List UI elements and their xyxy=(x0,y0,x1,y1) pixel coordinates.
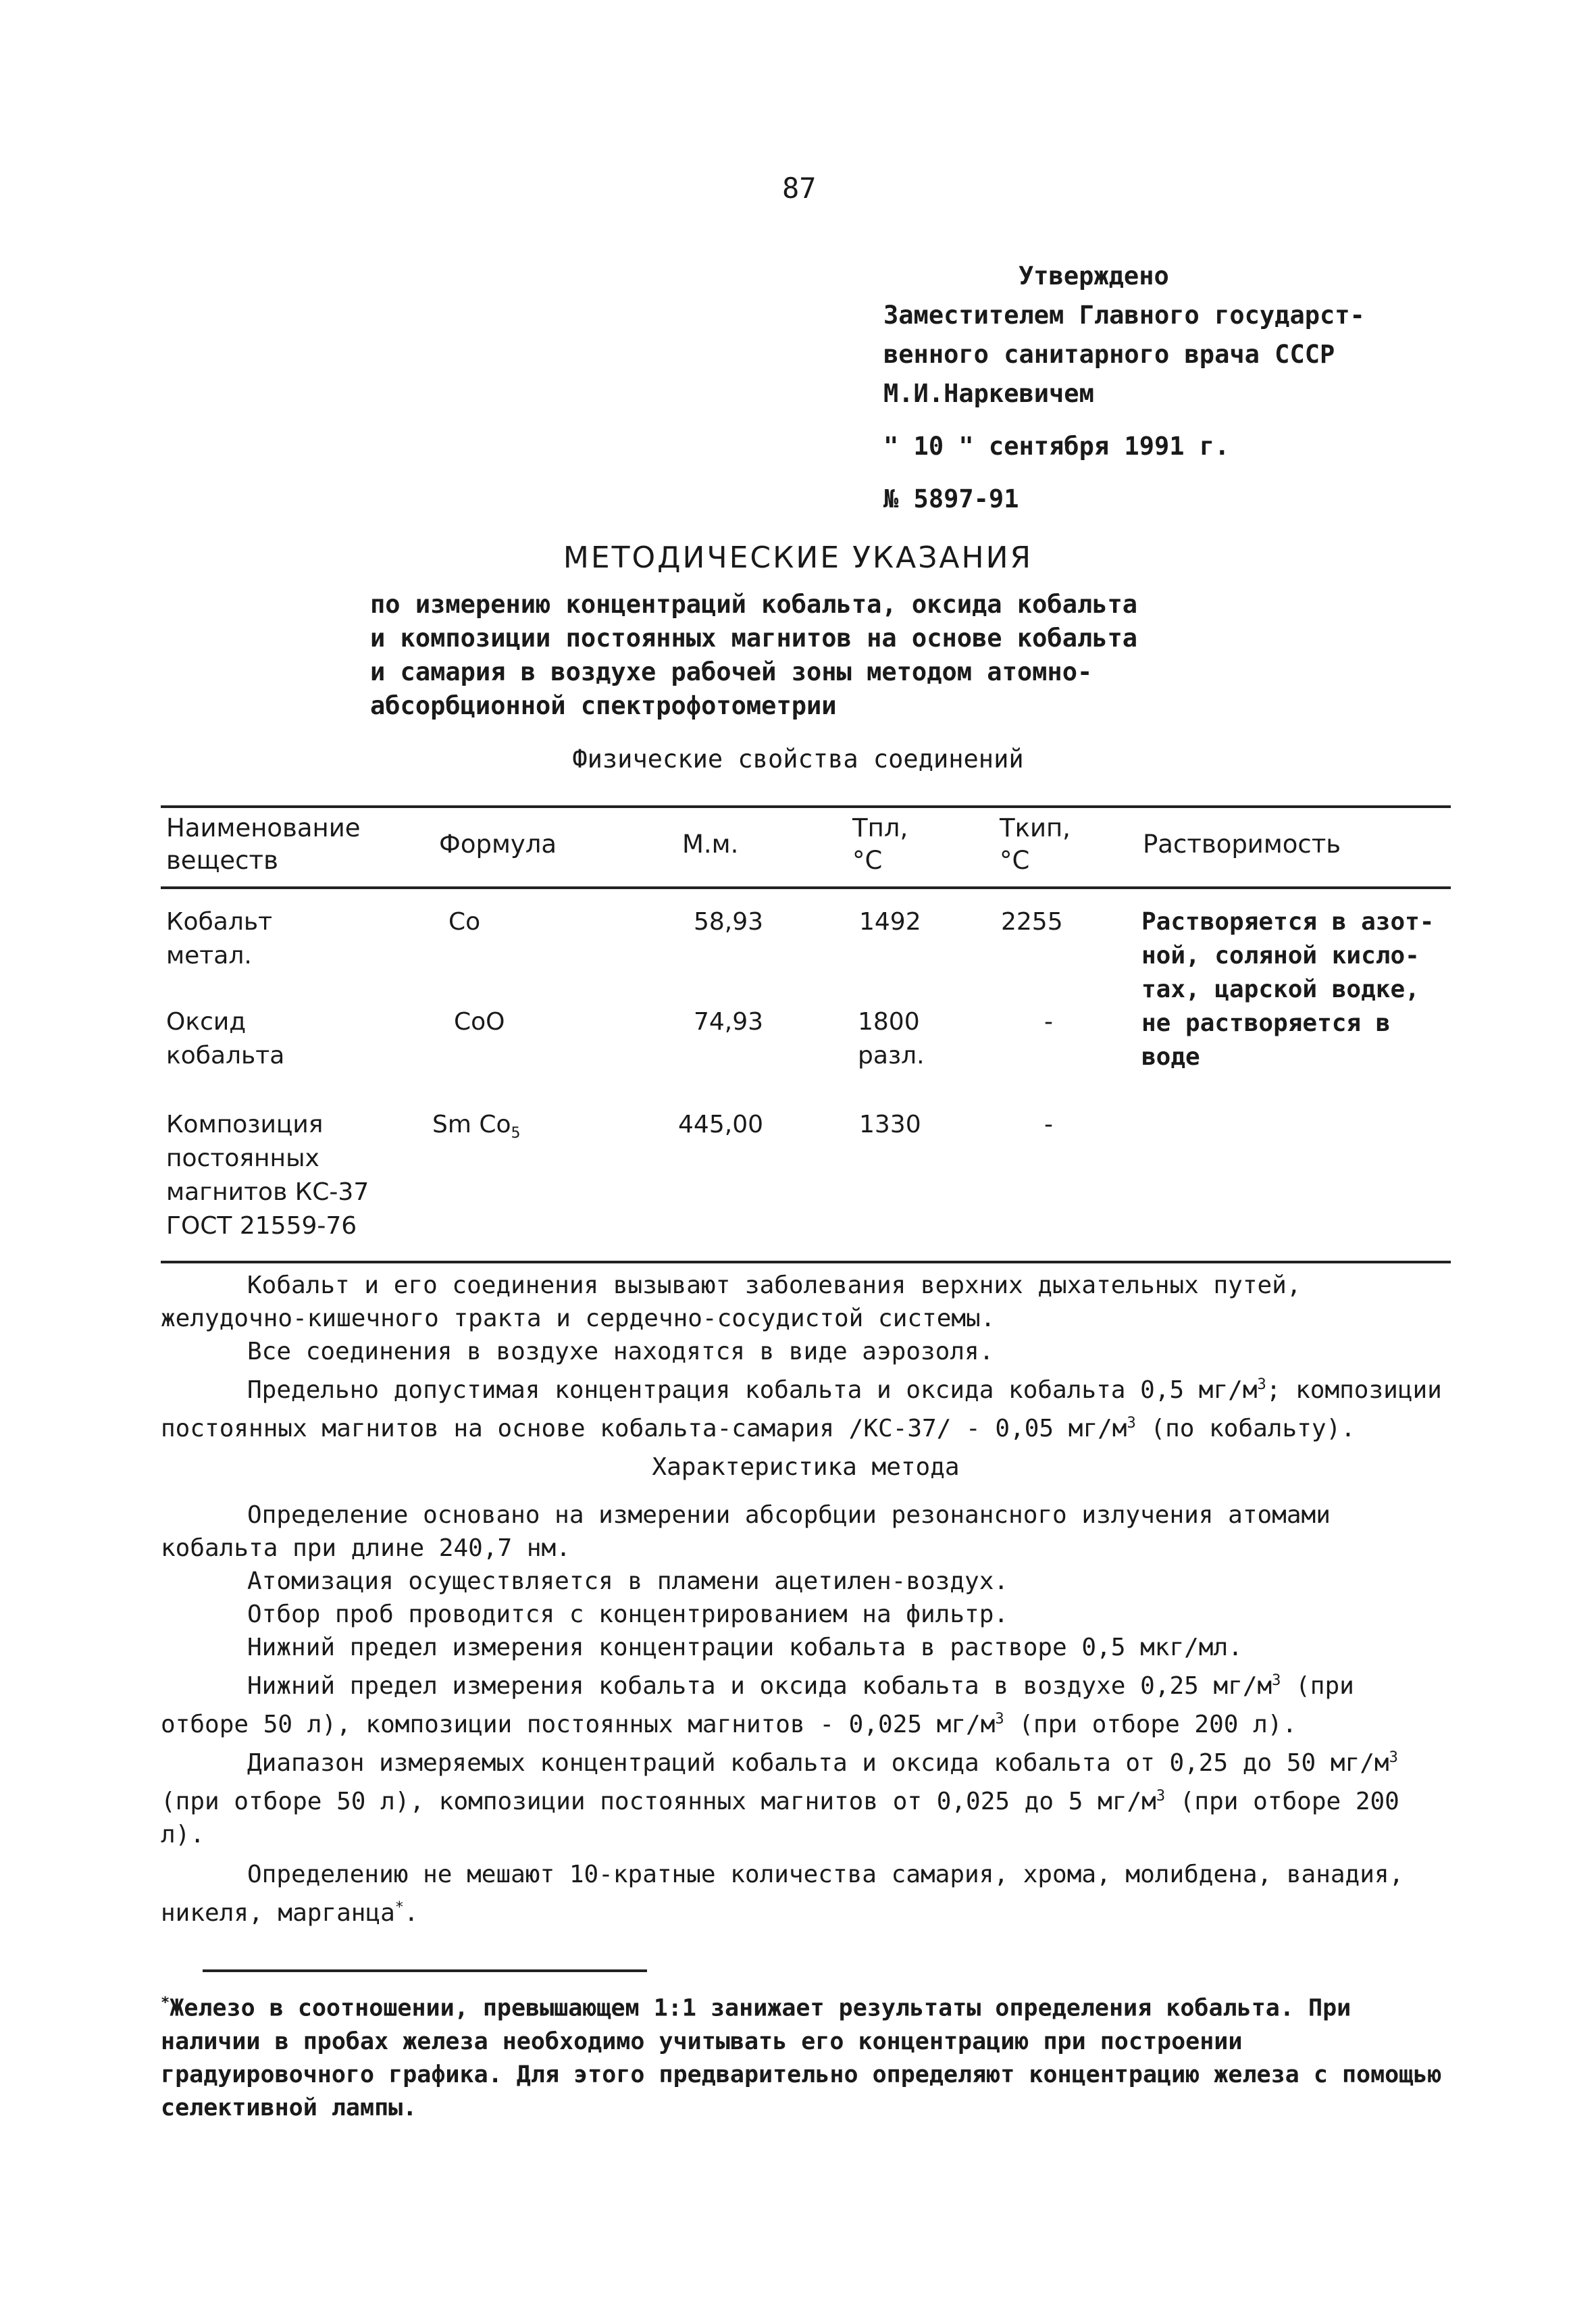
document-title: МЕТОДИЧЕСКИЕ УКАЗАНИЯ xyxy=(563,540,1033,575)
paragraph-7: Нижний предел измерения концентрации кобальта в растворе 0,5 мкг/мл. xyxy=(247,1634,1243,1661)
approval-number: № 5897-91 xyxy=(883,484,1019,513)
table-row-1-formula: Co xyxy=(448,908,481,936)
row-1-name-line-1: Кобальт xyxy=(166,908,273,936)
solubility-line-5: воде xyxy=(1141,1043,1200,1071)
table-row-3-mm: 445,00 xyxy=(678,1111,763,1138)
header-tkip xyxy=(1000,812,1071,877)
subtitle-line-2: и композиции постоянных магнитов на основе кобальта xyxy=(370,624,1138,653)
superscript-3: 3 xyxy=(1257,1376,1266,1393)
subtitle-line-3: и самария в воздухе рабочей зоны методом атомно- xyxy=(370,657,1093,686)
header-formula: Формула xyxy=(439,830,557,859)
document-subtitle xyxy=(370,588,1137,723)
header-tpl-line-1: Тпл, xyxy=(852,813,908,842)
table-row-1-tpl: 1492 xyxy=(859,908,921,936)
header-solubility: Растворимость xyxy=(1143,830,1341,859)
table-row-2-tpl xyxy=(858,1005,925,1073)
table-row-3-tpl: 1330 xyxy=(859,1111,921,1138)
table-solubility xyxy=(1141,905,1434,1074)
table-title: Физические свойства соединений xyxy=(572,745,1024,774)
approval-title: Утверждено xyxy=(1019,261,1169,291)
header-mm: М.м. xyxy=(682,830,739,859)
header-tkip-line-2: °С xyxy=(1000,846,1030,875)
row-3-formula-sub: 5 xyxy=(511,1125,521,1142)
row-3-name-line-3: магнитов КС-37 xyxy=(166,1178,369,1206)
table-row-2-tkip: - xyxy=(1044,1008,1053,1036)
body-text xyxy=(161,1269,1451,1930)
approval-line-1: Заместителем Главного государст- xyxy=(883,301,1365,330)
table-row-1-name xyxy=(166,905,272,973)
header-tpl xyxy=(852,812,908,877)
table-row-1-mm: 58,93 xyxy=(693,908,763,936)
paragraph-8-part-a: Нижний предел измерения кобальта и оксида кобальта в воздухе 0,25 мг/м xyxy=(247,1672,1272,1700)
paragraph-10: Определению не мешают 10-кратные количества самария, хрома, молибдена, ванадия, никеля, марганца*. xyxy=(161,1861,1404,1927)
solubility-line-4: не растворяется в xyxy=(1141,1009,1391,1037)
table-row-2-mm: 74,93 xyxy=(693,1008,763,1036)
paragraph-3-part-c: (по кобальту). xyxy=(1135,1415,1356,1442)
approval-line-3: М.И.Наркевичем xyxy=(883,379,1094,408)
paragraph-4: Определение основано на измерении абсорбции резонансного излучения атомами кобальта при длине 240,7 нм. xyxy=(161,1501,1331,1562)
footnote-star: * xyxy=(161,1994,170,2011)
header-tkip-line-1: Ткип, xyxy=(1000,813,1071,842)
row-2-tpl-line-2: разл. xyxy=(858,1042,925,1070)
paragraph-8-part-c: (при отборе 200 л). xyxy=(1004,1711,1297,1738)
paragraph-8-part-b: (при отборе 50 л), композиции постоянных магнитов - 0,025 мг/м xyxy=(161,1672,1354,1738)
table-row-3-name xyxy=(166,1108,369,1243)
paragraph-9-part-b: (при отборе 50 л), композиции постоянных магнитов от 0,025 до 5 мг/м xyxy=(161,1788,1156,1815)
header-name xyxy=(166,812,361,877)
header-name-line-1: Наименование xyxy=(166,813,361,842)
footnote-text: Железо в соотношении, превышающем 1:1 занижает результаты определения кобальта. При наличии в пробах железа необходимо учитывать его концентрацию при построении градуировочного графика. Для этого предварительно определяют концентрацию железа с помощью селективной лампы. xyxy=(161,1994,1442,2121)
superscript-3: 3 xyxy=(995,1711,1004,1728)
paragraph-9-part-c: (при отборе 200 л). xyxy=(161,1788,1399,1848)
approval-block xyxy=(883,257,1365,519)
superscript-3: 3 xyxy=(1389,1749,1398,1766)
table-bottom-rule xyxy=(161,1261,1451,1263)
approval-date: " 10 " сентября 1991 г. xyxy=(883,432,1230,461)
approval-line-2: венного санитарного врача СССР xyxy=(883,340,1335,369)
paragraph-2: Все соединения в воздухе находятся в виде аэрозоля. xyxy=(247,1338,994,1365)
subtitle-line-1: по измерению концентраций кобальта, оксида кобальта xyxy=(370,590,1138,619)
paragraph-8 xyxy=(161,1664,1451,1741)
footnote-marker: * xyxy=(394,1899,405,1916)
paragraph-3 xyxy=(161,1368,1451,1445)
row-3-name-line-1: Композиция xyxy=(166,1111,324,1138)
paragraph-5: Атомизация осуществляется в пламени ацетилен-воздух. xyxy=(247,1567,1009,1595)
paragraph-9 xyxy=(161,1741,1451,1851)
row-2-tpl-line-1: 1800 xyxy=(858,1008,920,1036)
superscript-3: 3 xyxy=(1156,1788,1166,1805)
table-row-1-tkip: 2255 xyxy=(1001,908,1063,936)
solubility-line-3: тах, царской водке, xyxy=(1141,976,1420,1003)
superscript-3: 3 xyxy=(1127,1415,1136,1432)
paragraph-3-part-b: ; композиции постоянных магнитов на основе кобальта-самария /КС-37/ - 0,05 мг/м xyxy=(161,1376,1442,1442)
subtitle-line-4: абсорбционной спектрофотометрии xyxy=(370,691,837,720)
row-3-name-line-2: постоянных xyxy=(166,1145,319,1172)
row-2-name-line-2: кобальта xyxy=(166,1042,285,1070)
header-name-line-2: веществ xyxy=(166,846,278,875)
table-top-rule xyxy=(161,805,1451,808)
row-1-name-line-2: метал. xyxy=(166,942,252,970)
row-2-name-line-1: Оксид xyxy=(166,1008,247,1036)
solubility-line-1: Растворяется в азот- xyxy=(1141,908,1435,936)
page-number: 87 xyxy=(782,172,817,205)
table-row-3-formula xyxy=(432,1108,521,1151)
paragraph-1: Кобальт и его соединения вызывают заболевания верхних дыхательных путей, желудочно-кишечного тракта и сердечно-сосудистой системы. xyxy=(161,1272,1302,1332)
solubility-line-2: ной, соляной кисло- xyxy=(1141,942,1420,970)
table-row-2-name xyxy=(166,1005,284,1073)
paragraph-6: Отбор проб проводится с концентрированием на фильтр. xyxy=(247,1601,1009,1628)
superscript-3: 3 xyxy=(1272,1672,1281,1689)
footnote xyxy=(161,1986,1451,2125)
section-heading: Характеристика метода xyxy=(652,1453,960,1481)
header-tpl-line-2: °С xyxy=(852,846,883,875)
row-3-name-line-4: ГОСТ 21559-76 xyxy=(166,1212,357,1240)
paragraph-9-part-a: Диапазон измеряемых концентраций кобальта и оксида кобальта от 0,25 до 50 мг/м xyxy=(247,1749,1389,1777)
table-header-rule xyxy=(161,886,1451,889)
paragraph-3-part-a: Предельно допустимая концентрация кобальта и оксида кобальта 0,5 мг/м xyxy=(247,1376,1258,1404)
footnote-rule xyxy=(203,1969,647,1972)
table-row-3-tkip: - xyxy=(1044,1111,1053,1138)
table-row-2-formula: CoO xyxy=(454,1008,505,1036)
paragraph-10-text: Определению не мешают 10-кратные количества самария, хрома, молибдена, ванадия, никеля, марганца xyxy=(161,1861,1404,1927)
row-3-formula-main: Sm Co xyxy=(432,1111,511,1138)
